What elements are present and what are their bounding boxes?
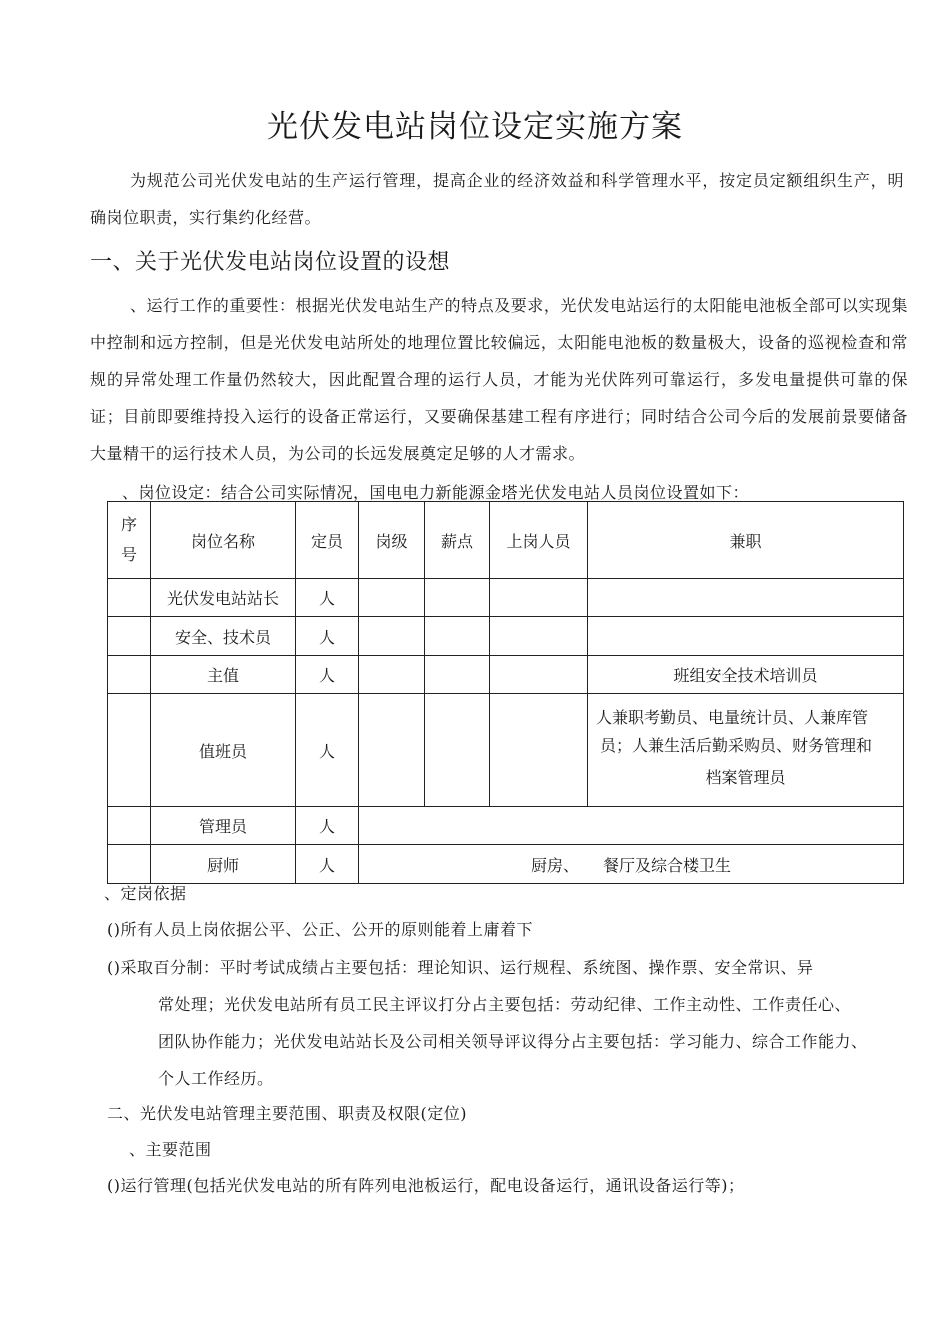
- cell-level: [359, 617, 425, 656]
- section1-heading: 一、关于光伏发电站岗位设置的设想: [90, 250, 451, 275]
- cell-quota: 人: [296, 579, 359, 617]
- table-row: [108, 694, 904, 807]
- scope-heading: 、主要范围: [129, 1140, 212, 1159]
- table-row: [108, 617, 904, 656]
- cell-seq: [108, 579, 151, 617]
- cell-part-line-3: 档案管理员: [705, 768, 786, 787]
- basis-heading: 、定岗依据: [104, 884, 187, 903]
- cell-pay: [425, 579, 490, 617]
- cell-part: 班组安全技术培训员: [588, 656, 904, 694]
- section1-paragraph-importance: 、运行工作的重要性：根据光伏发电站生产的特点及要求，光伏发电站运行的太阳能电池板全部可以实现集中控制和远方控制，但是光伏发电站所处的地理位置比较偏远，太阳能电池板的数量极大，设备的巡视检查和常规的异常处理工作量仍然较大，因此配置合理的运行人员，才能为光伏阵列可靠运行，多发电量提供可靠的保证；目前即要维持投入运行的设备正常运行，又要确保基建工程有序进行；同时结合公司今后的发展前景要储备大量精干的运行技术人员，为公司的长远发展奠定足够的人才需求。: [90, 296, 908, 463]
- cell-part: [588, 617, 904, 656]
- basis-item-2-line-4: 个人工作经历。: [158, 1069, 274, 1088]
- table-row: [108, 656, 904, 694]
- cell-pay: [425, 617, 490, 656]
- cell-part-line-1: 人兼职考勤员、电量统计员、人兼库管: [596, 708, 869, 727]
- cell-staff: [490, 656, 588, 694]
- cell-quota: 人: [296, 807, 359, 845]
- header-seq-bottom: 号: [120, 545, 137, 564]
- basis-item-1: ()所有人员上岗依据公平、公正、公开的原则能着上庸着下: [107, 920, 533, 939]
- document-title: 光伏发电站岗位设定实施方案: [267, 109, 683, 145]
- cell-quota: 人: [296, 617, 359, 656]
- cell-pay: [425, 694, 490, 807]
- header-level: 岗级: [359, 502, 425, 579]
- cell-quota: 人: [296, 845, 359, 884]
- cell-quota: 人: [296, 694, 359, 807]
- section2-heading: 二、光伏发电站管理主要范围、职责及权限(定位): [107, 1104, 467, 1123]
- header-post: 岗位名称: [151, 502, 296, 579]
- header-seq: [108, 502, 151, 579]
- cell-staff: [490, 617, 588, 656]
- cell-level: [359, 579, 425, 617]
- cell-level: [359, 694, 425, 807]
- section1-paragraph-positions: 、岗位设定：结合公司实际情况，国电电力新能源金塔光伏发电站人员岗位设置如下：: [122, 483, 750, 502]
- cell-seq: [108, 845, 151, 884]
- cell-post: 厨师: [151, 845, 296, 884]
- cell-seq: [108, 807, 151, 845]
- header-seq-top: 序: [120, 515, 137, 534]
- table-row: [108, 845, 904, 884]
- cell-pay: [425, 656, 490, 694]
- table-row: [108, 807, 904, 845]
- basis-item-2-line-1: ()采取百分制：平时考试成绩占主要包括：理论知识、运行规程、系统图、操作票、安全常识、异: [107, 958, 814, 977]
- table-row: [108, 579, 904, 617]
- cell-post: 主值: [151, 656, 296, 694]
- cell-part-line-2: 员；人兼生活后勤采购员、财务管理和: [600, 736, 873, 755]
- cell-staff: [490, 579, 588, 617]
- cell-seq: [108, 617, 151, 656]
- cell-seq: [108, 694, 151, 807]
- cell-post: 安全、技术员: [151, 617, 296, 656]
- cell-part: [588, 694, 904, 807]
- scope-item-1: ()运行管理(包括光伏发电站的所有阵列电池板运行，配电设备运行，通讯设备运行等)；: [107, 1176, 745, 1195]
- intro-paragraph: 为规范公司光伏发电站的生产运行管理，提高企业的经济效益和科学管理水平，按定员定额组织生产，明确岗位职责，实行集约化经营。: [90, 171, 904, 227]
- basis-item-2-line-3: 团队协作能力；光伏发电站站长及公司相关领导评议得分占主要包括：学习能力、综合工作能力、: [158, 1032, 868, 1051]
- header-staff: 上岗人员: [490, 502, 588, 579]
- cell-staff: [490, 694, 588, 807]
- cell-level: [359, 656, 425, 694]
- cell-post: 光伏发电站站长: [151, 579, 296, 617]
- table-header-row: [108, 502, 904, 579]
- staffing-table: [107, 501, 904, 884]
- cell-part: [588, 579, 904, 617]
- header-pay: 薪点: [425, 502, 490, 579]
- cell-quota: 人: [296, 656, 359, 694]
- cell-post: 管理员: [151, 807, 296, 845]
- header-part: 兼职: [588, 502, 904, 579]
- cell-post: 值班员: [151, 694, 296, 807]
- basis-item-2-line-2: 常处理；光伏发电站所有员工民主评议打分占主要包括：劳动纪律、工作主动性、工作责任心、: [158, 995, 852, 1014]
- cell-part-merged: [359, 807, 904, 845]
- header-quota: 定员: [296, 502, 359, 579]
- cell-seq: [108, 656, 151, 694]
- cell-part-merged: 厨房、 餐厅及综合楼卫生: [359, 845, 904, 884]
